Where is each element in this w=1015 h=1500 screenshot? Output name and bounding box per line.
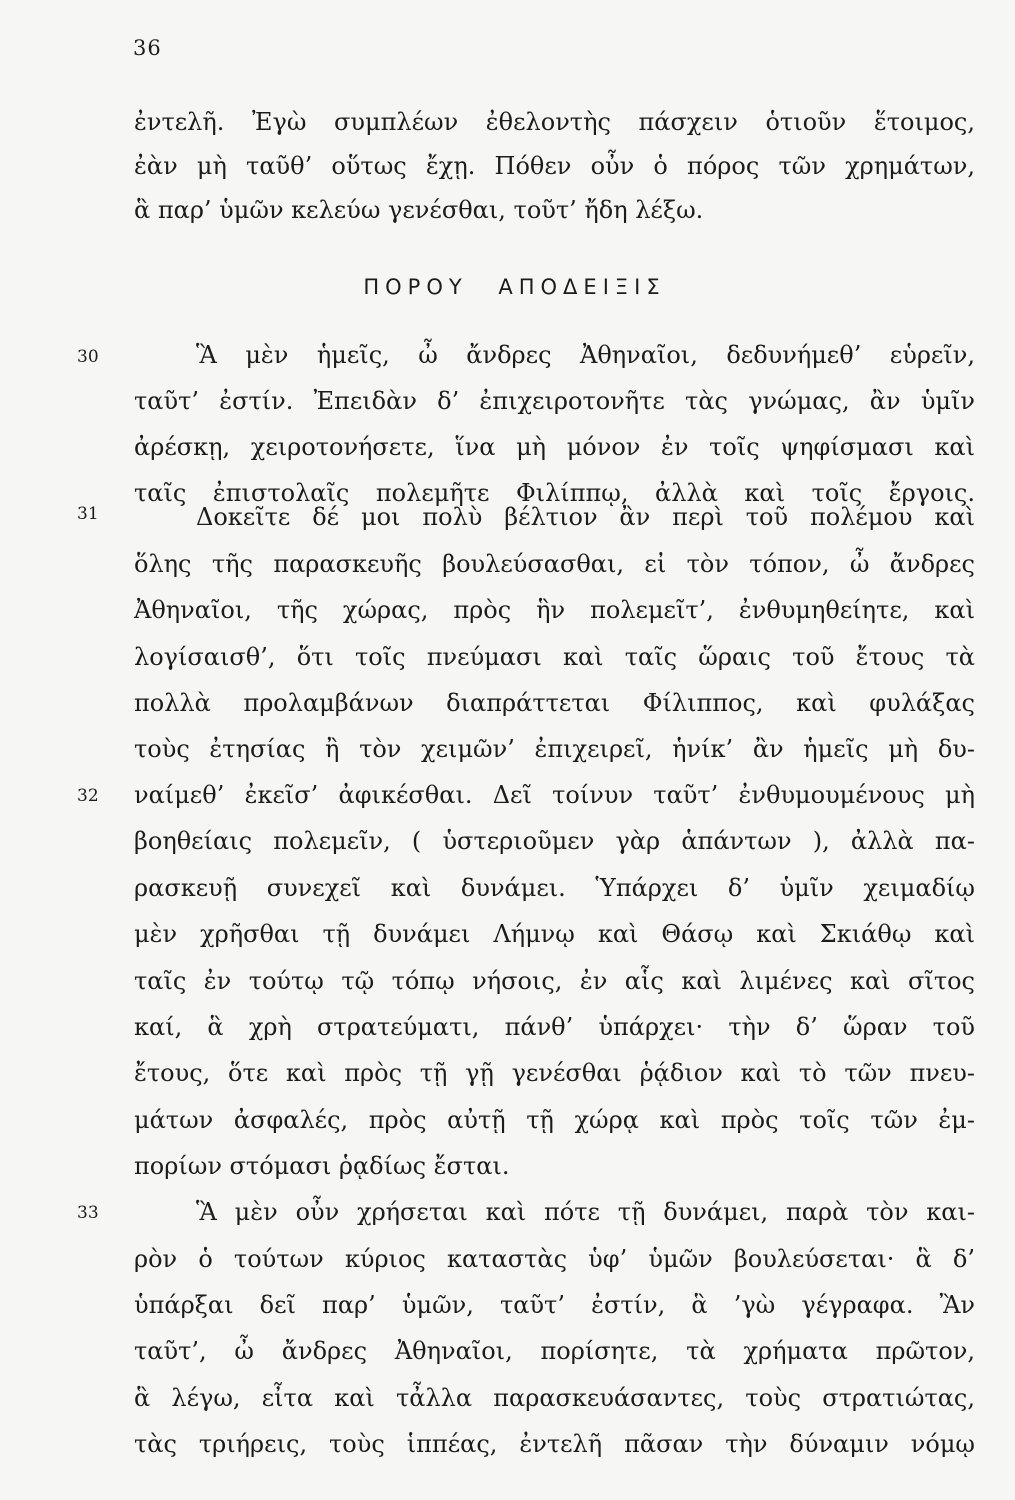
text-line: ἃ λέγω, εἶτα καὶ τἆλλα παρασκευάσαντες, τοὺς στρατιώτας, [134, 1384, 975, 1412]
text-line: λογίσαισθ’, ὅτι τοῖς πνεύμασι καὶ ταῖς ὥραις τοῦ ἔτους τὰ [134, 643, 975, 671]
text-line: ναίμεθ’ ἐκεῖσ’ ἀφικέσθαι. Δεῖ τοίνυν ταῦτ’ ἐνθυμουμένους μὴ [134, 781, 975, 809]
text-line: Ἃ μὲν ἡμεῖς, ὦ ἄνδρες Ἀθηναῖοι, δεδυνήμεθ’ εὑρεῖν, [196, 341, 975, 369]
text-line: μάτων ἀσφαλές, πρὸς αὐτῇ τῇ χώρᾳ καὶ πρὸς τοῖς τῶν ἐμ- [134, 1106, 975, 1134]
text-line: ὑπάρξαι δεῖ παρ’ ὑμῶν, ταῦτ’ ἐστίν, ἃ ’γὼ γέγραφα. Ἂν [134, 1291, 975, 1319]
section-number: 31 [77, 504, 99, 524]
text-line: ἃ παρ’ ὑμῶν κελεύω γενέσθαι, τοῦτ’ ἤδη λέξω. [134, 196, 704, 224]
text-line: ρὸν ὁ τούτων κύριος καταστὰς ὑφ’ ὑμῶν βουλεύσεται· ἃ δ’ [134, 1245, 975, 1273]
text-line: μὲν χρῆσθαι τῇ δυνάμει Λήμνῳ καὶ Θάσῳ καὶ Σκιάθῳ καὶ [134, 920, 975, 948]
text-line: καί, ἃ χρὴ στρατεύματι, πάνθ’ ὑπάρχει· τὴν δ’ ὥραν τοῦ [134, 1013, 975, 1041]
text-line: ταῦτ’, ὦ ἄνδρες Ἀθηναῖοι, πορίσητε, τὰ χρήματα πρῶτον, [134, 1337, 975, 1365]
section-number: 32 [77, 786, 99, 806]
text-line: βοηθείαις πολεμεῖν, ( ὑστεριοῦμεν γὰρ ἁπάντων ), ἀλλὰ πα- [134, 827, 975, 855]
text-line: Ἀθηναῖοι, τῆς χώρας, πρὸς ἣν πολεμεῖτ’, ἐνθυμηθείητε, καὶ [134, 596, 975, 624]
text-line: Ἃ μὲν οὖν χρήσεται καὶ πότε τῇ δυνάμει, παρὰ τὸν και- [196, 1198, 975, 1226]
text-line: Δοκεῖτε δέ μοι πολὺ βέλτιον ἂν περὶ τοῦ πολέμου καὶ [196, 503, 975, 531]
text-line: πολλὰ προλαμβάνων διαπράττεται Φίλιππος, καὶ φυλάξας [134, 689, 975, 717]
text-line: ταῦτ’ ἐστίν. Ἐπειδὰν δ’ ἐπιχειροτονῆτε τὰς γνώμας, ἂν ὑμῖν [134, 387, 975, 415]
page-number: 36 [133, 36, 162, 60]
text-line: ὅλης τῆς παρασκευῆς βουλεύσασθαι, εἰ τὸν τόπον, ὦ ἄνδρες [134, 550, 975, 578]
text-line: πορίων στόμασι ῥᾳδίως ἔσται. [134, 1152, 510, 1180]
text-line: ἔτους, ὅτε καὶ πρὸς τῇ γῇ γενέσθαι ῥᾴδιον καὶ τὸ τῶν πνευ- [134, 1059, 975, 1087]
section-number: 33 [77, 1203, 99, 1223]
text-line: ἀρέσκῃ, χειροτονήσετε, ἵνα μὴ μόνον ἐν τοῖς ψηφίσμασι καὶ [134, 433, 975, 461]
text-line: τοὺς ἐτησίας ἢ τὸν χειμῶν’ ἐπιχειρεῖ, ἡνίκ’ ἂν ἡμεῖς μὴ δυ- [134, 735, 975, 763]
text-line: ἐντελῆ. Ἐγὼ συμπλέων ἐθελοντὴς πάσχειν ὁτιοῦν ἕτοιμος, [134, 108, 975, 136]
text-line: ἐὰν μὴ ταῦθ’ οὕτως ἔχῃ. Πόθεν οὖν ὁ πόρος τῶν χρημάτων, [134, 152, 975, 180]
section-heading: ΠΟΡΟΥ ΑΠΟΔΕΙΞΙΣ [363, 275, 666, 299]
text-line: ταῖς ἐπιστολαῖς πολεμῆτε Φιλίππῳ, ἀλλὰ καὶ τοῖς ἔργοις. [134, 479, 975, 507]
text-line: ταῖς ἐν τούτῳ τῷ τόπῳ νήσοις, ἐν αἷς καὶ λιμένες καὶ σῖτος [134, 967, 975, 995]
section-number: 30 [77, 347, 99, 367]
text-line: ρασκευῇ συνεχεῖ καὶ δυνάμει. Ὑπάρχει δ’ ὑμῖν χειμαδίῳ [134, 874, 975, 902]
text-line: τὰς τριήρεις, τοὺς ἱππέας, ἐντελῆ πᾶσαν τὴν δύναμιν νόμῳ [134, 1430, 975, 1458]
